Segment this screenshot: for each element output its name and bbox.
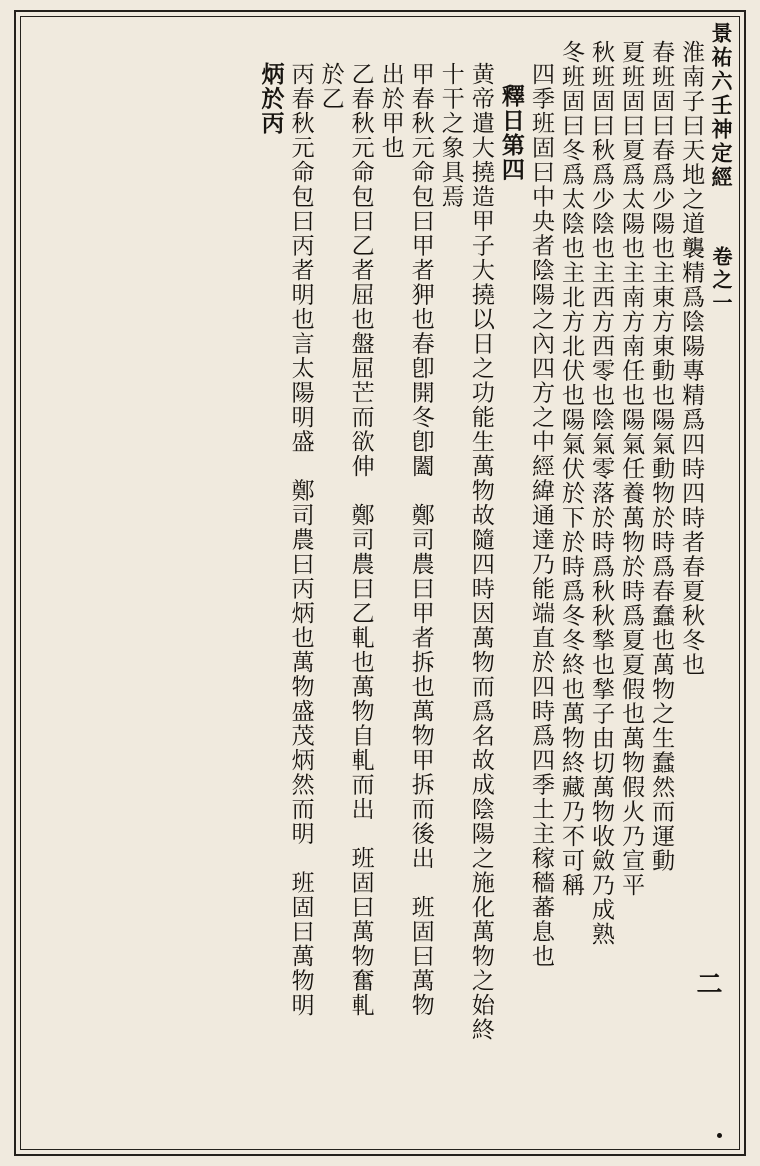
section-heading: 釋日第四 [497,84,525,182]
column-text: 炳於丙 [257,62,285,136]
corner-mark [717,1133,722,1138]
page-number: 二 [692,970,722,996]
text-column-3 [617,22,645,1144]
text-columns [26,22,734,1144]
text-column-5 [557,22,585,1144]
text-column-14 [256,22,284,1144]
column-text: 春班固曰春爲少陽也主東方東動也陽氣動物於時爲春蠢也萬物之生蠢然而運動 [648,40,675,873]
section-heading-column [497,22,525,1144]
column-text: 甲春秋元命包曰甲者狎也春卽開冬卽闔 鄭司農曰甲者拆也萬物甲拆而後出 班固曰萬物 [407,62,434,1018]
column-text: 出於甲也 [377,62,404,160]
text-column-2 [647,22,675,1144]
column-text: 四季班固曰中央者陰陽之內四方之中經緯通達乃能端直於四時爲四季土主稼穡蕃息也 [527,62,554,969]
text-column-12 [317,22,345,1144]
column-text: 乙春秋元命包曰乙者屈也盤屈芒而欲伸 鄭司農曰乙軋也萬物自軋而出 班固曰萬物奮軋 [347,62,374,1018]
text-column-7 [467,22,495,1144]
text-column-11 [347,22,375,1144]
column-text: 十干之象具焉 [437,62,464,209]
text-column-4 [587,22,615,1144]
column-text: 於乙 [317,62,344,111]
text-column-13 [287,22,315,1144]
volume-label: 卷之一 [709,246,733,315]
book-title: 景祐六壬神定經 [709,22,734,190]
column-text: 夏班固曰夏爲太陽也主南方南任也陽氣任養萬物於時爲夏夏假也萬物假火乃宣平 [618,40,645,898]
column-text: 秋班固曰秋爲少陰也主西方西零也陰氣零落於時爲秋秋揫也揫子由切萬物收斂乃成熟 [588,40,615,947]
column-text: 淮南子曰天地之道襲精爲陰陽專精爲四時四時者春夏秋冬也 [678,40,705,677]
column-text: 冬班固曰冬爲太陰也主北方北伏也陽氣伏於下於時爲冬冬終也萬物終藏乃不可稱 [557,40,584,898]
column-text: 丙春秋元命包曰丙者明也言太陽明盛 鄭司農曰丙炳也萬物盛茂炳然而明 班固曰萬物明 [287,62,314,1018]
text-column-6 [527,22,555,1144]
text-column-9 [407,22,435,1144]
column-text: 黄帝遣大撓造甲子大撓以日之功能生萬物故隨四時因萬物而爲名故成陰陽之施化萬物之始終 [467,62,494,1042]
text-column-8 [437,22,465,1144]
text-column-10 [377,22,405,1144]
